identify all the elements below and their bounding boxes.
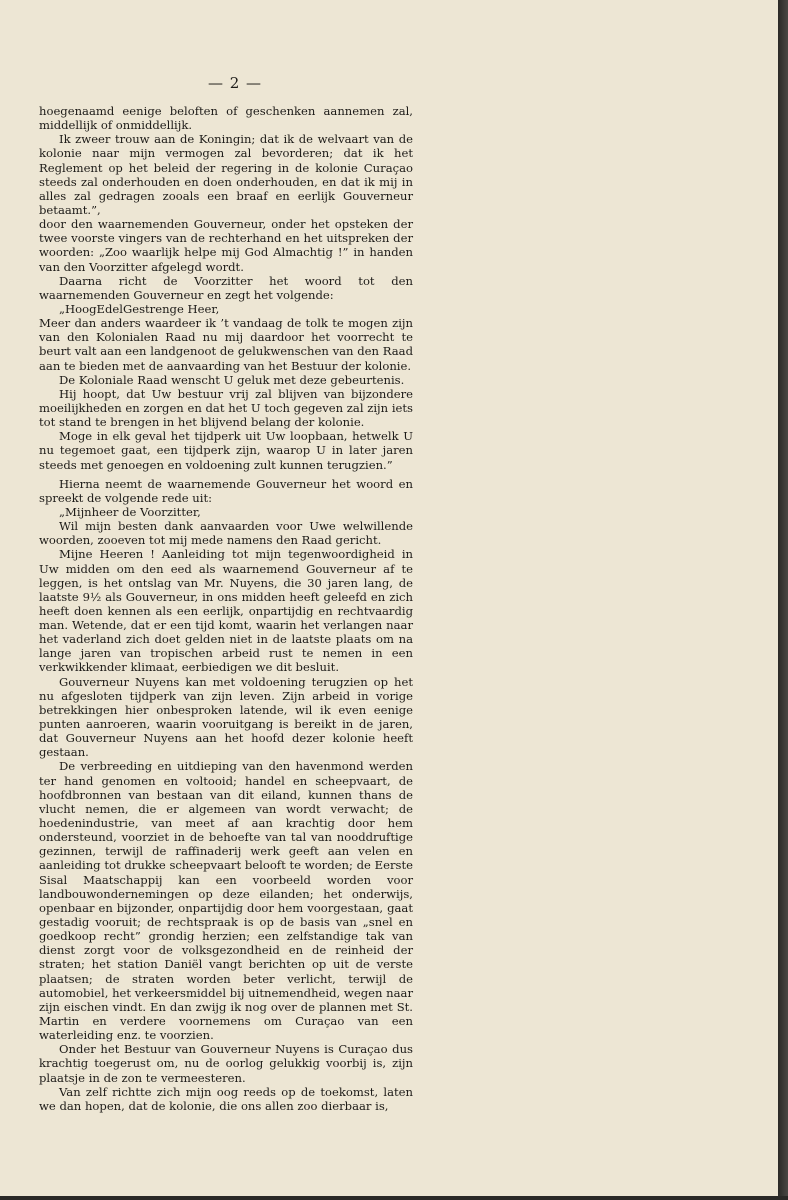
body-text	[39, 104, 413, 1113]
show-through-bleed	[470, 70, 750, 215]
paragraph: „HoogEdelGestrenge Heer,	[59, 301, 220, 316]
paragraph: Onder het Bestuur van Gouverneur Nuyens is Curaçao dus krachtig toegerust om, nu de oorlog gelukkig voorbij is, zijn plaatsje in de zon te vermeesteren.	[39, 1042, 413, 1085]
paragraph: Hierna neemt de waarnemende Gouverneur het woord en spreekt de volgende rede uit:	[39, 476, 413, 505]
paragraph: Wil mijn besten dank aanvaarden voor Uwe welwillende woorden, zooeven tot mij mede namens den Raad gericht.	[39, 519, 413, 548]
scan-right-edge	[778, 0, 788, 1200]
paragraph: Hij hoopt, dat Uw bestuur vrij zal blijven van bijzondere moeilijkheden en zorgen en dat het U toch gegeven zal zijn iets tot stand te brengen in het blijvend belang der kolonie.	[39, 386, 413, 430]
paragraph: door den waarnemenden Gouverneur, onder het opsteken der twee voorste vingers van de rechterhand en het uitspreken der woorden: „Zoo waarlijk helpe mij God Almachtig !” in handen van den Voorzitter afgelegd wordt.	[39, 217, 413, 274]
paragraph: Moge in elk geval het tijdperk uit Uw loopbaan, hetwelk U nu tegemoet gaat, een tijdperk zijn, waarop U in later jaren steeds met genoegen en voldoening zult kunnen terugzien.”	[39, 429, 413, 472]
paragraph: De verbreeding en uitdieping van den havenmond werden ter hand genomen en voltooid; handel en scheepvaart, de hoofdbronnen van bestaan van dit eiland, kunnen thans de vlucht nemen, die er algemeen van wordt verwacht; de hoedenindustrie, van meet af aan krachtig door hem ondersteund, voorziet in de behoefte van tal van nooddruftige gezinnen, terwijl de raffinaderij werk geeft aan velen en aanleiding tot drukke scheepvaart belooft te worden; de Eerste Sisal Maatschappij kan een voorbeeld worden voor landbouwondernemingen op deze eilanden; het onderwijs, openbaar en bijzonder, onpartijdig door hem voorgestaan, gaat gestadig vooruit; de rechtspraak is op de basis van „snel en goedkoop recht” grondig herzien; een zelfstandige tak van dienst zorgt voor de volksgezondheid en de reinheid der straten; het station Daniël vangt berichten op uit de verste plaatsen; de straten worden beter verlicht, terwijl de automobiel, het verkeersmiddel bij uitnemendheid, wegen naar zijn eischen vindt. En dan zwijg ik nog over de plannen met St. Martin en verdere voornemens om Curaçao van een waterleiding enz. te voorzien.	[39, 759, 413, 1043]
paragraph: „Mijnheer de Voorzitter,	[59, 504, 201, 519]
paragraph: Gouverneur Nuyens kan met voldoening terugzien op het nu afgesloten tijdperk van zijn leven. Zijn arbeid in vorige betrekkingen hier onbesproken latende, wil ik even eenige punten aanroeren, waarin vooruitgang is bereikt in de jaren, dat Gouverneur Nuyens aan het hoofd dezer kolonie heeft gestaan.	[39, 674, 413, 760]
paragraph: Ik zweer trouw aan de Koningin; dat ik de welvaart van de kolonie naar mijn vermogen zal bevorderen; dat ik het Reglement op het beleid der regering in de kolonie Curaçao steeds zal onderhouden en doen onderhouden, en dat ik mij in alles zal gedragen zooals een braaf en eerlijk Gouverneur betaamt.”,	[39, 132, 413, 217]
paragraph: De Koloniale Raad wenscht U geluk met deze gebeurtenis.	[59, 372, 405, 387]
paragraph: Mijne Heeren ! Aanleiding tot mijn tegenwoordigheid in Uw midden om den eed als waarnemend Gouverneur af te leggen, is het ontslag van Mr. Nuyens, die 30 jaren lang, de laatste 9½ als Gouverneur, in ons midden heeft geleefd en zich heeft doen kennen als een eerlijk, onpartijdig en rechtvaardig man. Wetende, dat er een tijd komt, waarin het verlangen naar het vaderland zich doet gelden niet in de laatste plaats om na lange jaren van tropischen arbeid rust te nemen in een verkwikkender klimaat, eerbiedigen we dit besluit.	[39, 547, 413, 675]
page-number: — 2 —	[207, 74, 263, 92]
paragraph: Daarna richt de Voorzitter het woord tot den waarnemenden Gouverneur en zegt het volgende:	[39, 273, 413, 302]
paragraph: Van zelf richtte zich mijn oog reeds op de toekomst, laten we dan hopen, dat de kolonie, die ons allen zoo dierbaar is,	[39, 1084, 413, 1113]
paragraph: hoegenaamd eenige beloften of geschenken aannemen zal, middellijk of onmiddellijk.	[39, 104, 413, 133]
paragraph: Meer dan anders waardeer ik ’t vandaag de tolk te mogen zijn van den Kolonialen Raad nu mij daardoor het voorrecht te beurt valt aan een landgenoot de gelukwenschen van den Raad aan te bieden met de aanvaarding van het Bestuur der kolonie.	[39, 316, 413, 373]
scan-bottom-edge	[0, 1196, 788, 1200]
